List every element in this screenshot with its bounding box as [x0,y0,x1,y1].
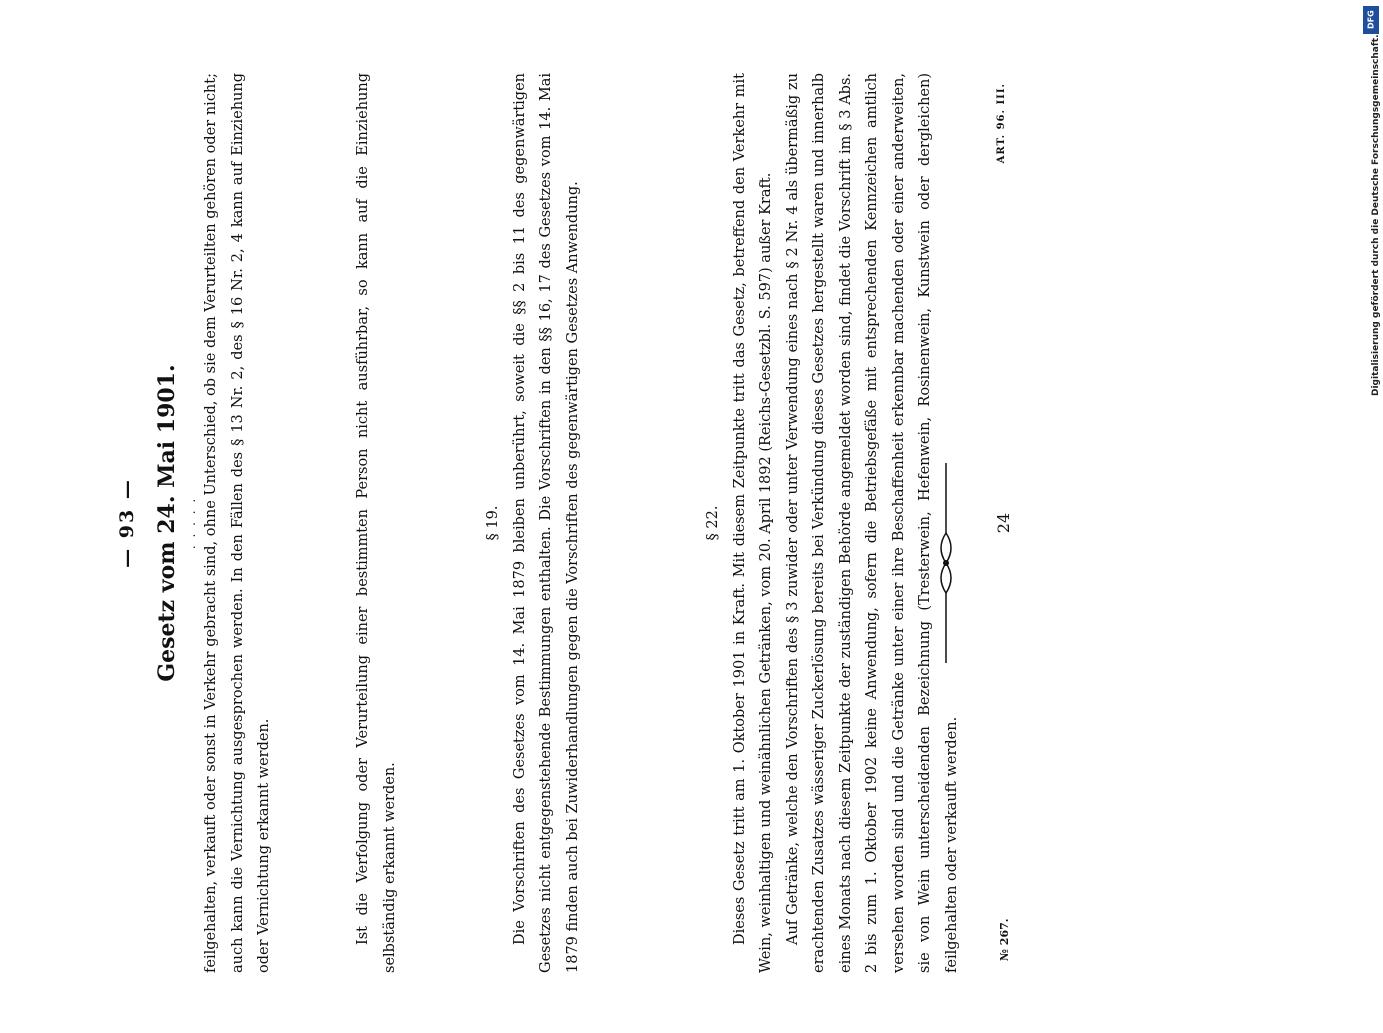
section-19-text: Die Vorschriften des Gesetzes vom 14. Mai 1879 bleiben unberührt, soweit die §§ 2 bis 11 des gegenwärtigen Gesetzes nicht entgegenstehende Bestimmungen enthalten. Die Vorschriften in den §§ 16, 17 des Gesetzes vom 14. Mai 1879 finden auch bei Zuwiderhandlungen gegen die Vorschriften des gegenwärtigen Gesetzes Anwendung. [511,73,581,973]
section-22-text-1: Dieses Gesetz tritt am 1. Oktober 1901 in Kraft. Mit diesem Zeitpunkte tritt das Gesetz, betreffend den Verkehr mit Wein, weinhaltigen und weinähnlichen Getränken, vom 20. April 1892 (Reichs-Gesetzbl. S. 597) außer Kraft. [731,73,774,973]
dfg-logo: DFG [1363,6,1379,34]
document-page [102,13,1322,1033]
dfg-credit [1360,6,1382,396]
section-19-heading: § 19. [485,505,501,541]
paragraph-1-text: feilgehalten, verkauft oder sonst in Verkehr gebracht sind, ohne Unterschied, ob sie dem Verurteilten gehören oder nicht; auch kann die Vernichtung ausgesprochen werden. In den Fällen des § 13 Nr. 2, des § 16 Nr. 2, 4 kann auf Einziehung oder Vernichtung erkannt werden. [203,73,272,973]
law-title: Gesetz vom 24. Mai 1901. [154,364,180,682]
dfg-credit-text: Digitalisierung gefördert durch die Deutsche Forschungsgemeinschaft. [1371,34,1381,396]
section-19 [480,73,586,973]
footer-right: ART. 96. III. [996,83,1007,164]
paragraph-2-text: Ist die Verfolgung oder Verurteilung einer bestimmten Person nicht ausführbar, so kann auf die Einziehung selbständig erkannt werden. [355,73,398,973]
section-22 [700,73,965,973]
page-number: — 93 — [116,478,138,568]
paragraph-1 [198,73,278,973]
title-dots: . . . . . [184,496,198,550]
footer-left: № 267. [998,918,1011,961]
section-22-text-2: Auf Getränke, welche den Vorschriften des § 3 zuwider oder unter Verwendung eines nach § 2 Nr. 4 als übermäßig zu erachtenden Zusatzes wässeriger Zuckerlösung bereits bei Verkündung dieses Gesetzes hergestellt waren und innerhalb eines Monats nach diesem Zeitpunkte der zuständigen Behörde angemeldet worden sind, findet die Vorschrift im § 3 Abs. 2 bis zum 1. Oktober 1902 keine Anwendung, sofern die Betriebsgefäße mit entsprechenden Kennzeichen amtlich versehen worden sind und die Getränke unter einer ihre Beschaffenheit erkennbar machenden oder einer anderweiten, sie von Wein unterscheidenden Bezeichnung (Tresterwein, Hefenwein, Rosinenwein, Kunstwein oder dergleichen) feilgehalten oder verkauft werden. [784,73,960,973]
footer-page-signature: 24 [994,512,1013,534]
section-22-heading: § 22. [705,505,721,541]
ornament-divider-icon [934,463,958,663]
paragraph-2 [350,73,403,973]
